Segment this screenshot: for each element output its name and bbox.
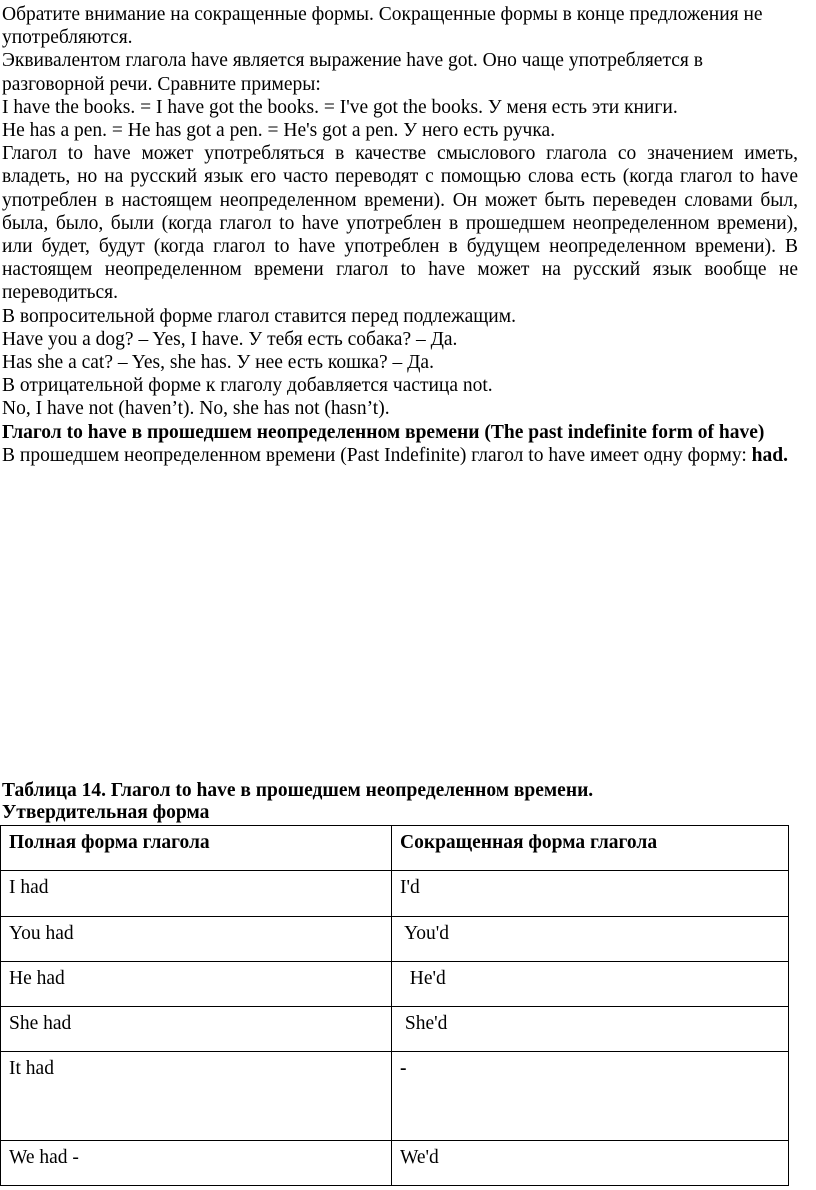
table-row xyxy=(1,1141,789,1186)
short-form-cell: I'd xyxy=(392,871,789,917)
short-form-cell: She'd xyxy=(392,1007,789,1052)
table-row xyxy=(1,962,789,1007)
full-form-cell: You had xyxy=(1,917,392,962)
body-text xyxy=(2,3,798,467)
header-full-form: Полная форма глагола xyxy=(1,826,392,871)
table-row xyxy=(1,1052,789,1141)
past-indefinite-form: had. xyxy=(751,444,788,466)
full-form-cell: It had xyxy=(1,1052,392,1141)
paragraph-negative-form: В отрицательной форме к глаголу добавляется частица not. xyxy=(2,375,493,397)
header-short-form: Сокращенная форма глагола xyxy=(392,826,789,871)
short-form-cell: He'd xyxy=(392,962,789,1007)
example-negative: No, I have not (haven’t). No, she has not (hasn’t). xyxy=(2,398,390,420)
paragraph-have-got-equivalent: Эквивалентом глагола have является выражение have got. Оно чаще употребляется в разговорной речи. Сравните примеры: xyxy=(2,50,703,95)
paragraph-past-indefinite xyxy=(2,444,798,467)
conjugation-table xyxy=(0,825,789,1186)
paragraph-question-form: В вопросительной форме глагол ставится перед подлежащим. xyxy=(2,305,516,327)
short-form-cell: We'd xyxy=(392,1141,789,1186)
table-caption-title: Таблица 14. Глагол to have в прошедшем неопределенном времени. xyxy=(2,780,594,801)
table-caption xyxy=(2,780,802,824)
short-form-cell: - xyxy=(392,1052,789,1141)
past-indefinite-text: В прошедшем неопределенном времени (Past Indefinite) глагол to have имеет одну форму: xyxy=(2,444,752,466)
example-cat: Has she a cat? – Yes, she has. У нее есть кошка? – Да. xyxy=(2,352,434,374)
section-heading: Глагол to have в прошедшем неопределенном времени (The past indefinite form of have) xyxy=(2,421,765,443)
full-form-cell: He had xyxy=(1,962,392,1007)
paragraph-have-meaning: Глагол to have может употребляться в качестве смыслового глагола со значением иметь, владеть, но на русский язык его часто переводят с помощью слова есть (когда глагол to have употреблен в настоящем неопределенном времени). Он может быть переведен словами был, была, было, были (когда глагол to have употреблен в прошедшем неопределенном времени), или будет, будут (когда глагол to have употреблен в будущем неопределенном времени). В настоящем неопределенном времени глагол to have может на русский язык вообще не переводиться. xyxy=(2,143,798,304)
short-form-cell: You'd xyxy=(392,917,789,962)
table-header-row xyxy=(1,826,789,871)
full-form-cell: She had xyxy=(1,1007,392,1052)
paragraph-short-forms-note: Обратите внимание на сокращенные формы. Сокращенные формы в конце предложения не употребляются. xyxy=(2,4,763,49)
example-books: I have the books. = I have got the books. = I've got the books. У меня есть эти книги. xyxy=(2,96,678,118)
table-row xyxy=(1,871,789,917)
example-pen: He has a pen. = He has got a pen. = He's got a pen. У него есть ручка. xyxy=(2,120,556,142)
table-row xyxy=(1,917,789,962)
table-caption-subtitle: Утвердительная форма xyxy=(2,802,210,823)
full-form-cell: We had - xyxy=(1,1141,392,1186)
example-dog: Have you a dog? – Yes, I have. У тебя есть собака? – Да. xyxy=(2,328,458,350)
full-form-cell: I had xyxy=(1,871,392,917)
table-row xyxy=(1,1007,789,1052)
